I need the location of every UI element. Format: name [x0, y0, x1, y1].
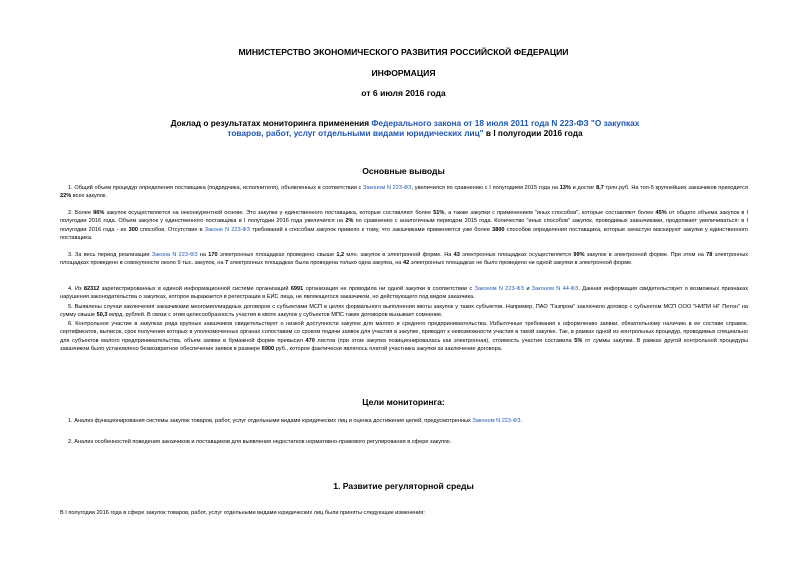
text: листов (при этом закупка позиционировалась как электронная), стоимость участия составила [314, 337, 575, 344]
goal-1 [60, 417, 748, 425]
conclusion-4 [60, 285, 748, 302]
value: 22% [60, 193, 72, 200]
text: 6. Контрольное участие в закупках ряда крупных заказчиков свидетельствует о низкой доступности закупок для малого и среднего предпринимательства. Избыточные требования к оформлению заявки, обязательному наличию в ее составе справок, сертификатов, выписок, срок получения которых в уполномоченных органах сопоставим со сроком подачи заявок для участия в закупке, приводят к невозможности участия в такой закупке. Так, в рамках одной из контрольных процедур, проводимых специально для субъектов малого предпринимательства, объем заявки в бумажной форме превысил [60, 321, 748, 344]
value: 6900 [261, 346, 275, 353]
text: 4. Из [68, 286, 84, 292]
goals-heading: Цели мониторинга: [362, 397, 445, 407]
text: трлн.руб. На топ-5 крупнейших заказчиков приходится [603, 185, 748, 191]
text: способов определения поставщика, которые зачастую маскируют закупки у единственного поставщика. [60, 226, 749, 242]
value: 3800 [492, 226, 505, 233]
text: и достиг [570, 185, 597, 191]
text: организация не проводила ни одной закупки в соответствии с [303, 286, 475, 292]
value: 99% [573, 252, 585, 258]
text: 1. Анализ функционирования системы закупок товаров, работ, услуг отдельными видами юридических лиц и оценка достижения целей, предусмотренных [68, 418, 473, 424]
text: от общего объема закупок в I полугодии 2016 года. Объем закупок у единственного поставщика в I полугодии 2016 года увеличился на [60, 210, 748, 225]
text: зарегистрированных в единой информационной системе организаций [99, 286, 291, 292]
law-link[interactable]: Законом N 223-ФЗ [474, 286, 525, 292]
value: 300 [128, 226, 138, 233]
value: 50,3 [96, 312, 108, 319]
doc-type-heading: ИНФОРМАЦИЯ [371, 68, 436, 78]
text: 1. Общий объем процедур определения поставщика (подрядчика, исполнителя), объявленных в соответствии с [68, 185, 364, 191]
text: 2. Более [68, 210, 94, 216]
value: 8,7 [596, 185, 604, 191]
law-link[interactable]: Законом N 223-ФЗ [363, 185, 412, 191]
conclusion-2 [60, 209, 748, 243]
text: электронных площадках была проведена только одна закупка, на [228, 260, 403, 267]
text: млрд. рублей. В связи с этим целесообразность участия в квоте закупок у субъектов МПС таких договоров вызывает сомнение. [107, 312, 443, 319]
ministry-heading: МИНИСТЕРСТВО ЭКОНОМИЧЕСКОГО РАЗВИТИЯ РОССИЙСКОЙ ФЕДЕРАЦИИ [238, 47, 569, 57]
law-link[interactable]: Законом N 223-ФЗ [472, 418, 521, 424]
text: требований к способам закупок привело к тому, что заказчиками применяется уже более [250, 226, 493, 233]
value: 1,2 [336, 252, 345, 258]
text: на [197, 252, 209, 258]
law-223-link[interactable]: Федерального закона от 18 июля 2011 года N 223-ФЗ "О закупках товаров, работ, услуг отдельными видами юридических лиц" [227, 118, 640, 138]
text: электронных площадках проведено в совокупности около 9 тыс. закупок, на [60, 252, 749, 267]
conclusion-1 [60, 184, 748, 201]
law-link[interactable]: Законе N 223-ФЗ [204, 226, 251, 233]
text: млн. закупок в электронной форме. На [344, 252, 454, 258]
value: 5% [574, 337, 583, 344]
value: 96% [93, 210, 105, 216]
law-link[interactable]: Закона N 223-ФЗ [151, 252, 198, 258]
text: электронных площадках осуществляется [459, 252, 574, 258]
title-suffix: в I полугодии 2016 года [483, 128, 583, 138]
value: 78 [706, 252, 713, 258]
conclusion-5 [60, 303, 748, 320]
text: 3. За весь период реализации [68, 252, 152, 258]
regulatory-heading: 1. Развитие регуляторной среды [333, 481, 474, 491]
title-prefix: Доклад о результатах мониторинга применения [170, 118, 372, 128]
value: 45% [655, 210, 667, 216]
text: руб., которое фактически являлось платой участника закупки за заключение договора. [274, 346, 503, 353]
value: 82312 [83, 286, 100, 292]
value: 2% [345, 218, 354, 225]
doc-date: от 6 июля 2016 года [361, 88, 446, 98]
text: 5. Выявлены случаи заключения заказчиками многомиллиардных договоров с субъектами МСП в целях формального выполнения квоты закупок у таких субъектов. Например, ПАО "Газпром" заключило договор с субъектом МСП ООО "НИПИ НГ Петон" на сумму свыше [60, 304, 748, 319]
value: 42 [402, 260, 410, 267]
text: , а также закупки с применением "иных способов", которые составляют более [444, 210, 656, 216]
value: 43 [453, 252, 460, 258]
text: закупок в электронной форме. При этом на [584, 252, 707, 258]
value: 13% [559, 185, 571, 191]
text: . [520, 418, 523, 424]
text: закупок осуществляется на неконкурентной основе. Это закупки у единственного поставщика, которые составляют более [104, 210, 434, 216]
text: . Данная информация свидетельствует о возможных признаках нарушения законодательства о закупках, которое выражается в регистрации в ЕИС лица, не являющегося заказчиком, но действующего под видом заказчика. [60, 286, 749, 301]
conclusion-3 [60, 251, 748, 268]
report-title [160, 118, 650, 138]
text: , увеличился по сравнению с I полугодием 2015 года на [411, 185, 560, 191]
text: электронных площадках не было проведено ни одной закупки в электронной форме. [409, 260, 633, 267]
text: по сравнению с аналогичным периодом 2015 года. Количество "иных способов" закупок, проводимых заказчиками, продолжает увеличиваться: в I полугодии 2016 года - их [60, 218, 748, 233]
text: способов. Отсутствие в [137, 226, 205, 233]
text: и [524, 286, 532, 292]
value: 6991 [290, 286, 304, 292]
conclusion-6 [60, 320, 748, 354]
text: всех закупок. [71, 193, 107, 200]
value: 170 [208, 252, 218, 258]
goal-2: 2. Анализ особенностей поведения заказчиков и поставщиков для выявления недостатков нормативно-правового регулирования в сфере закупок. [68, 439, 452, 445]
value: 51% [433, 210, 445, 216]
regulatory-intro: В I полугодии 2016 года в сфере закупок товаров, работ, услуг отдельными видами юридических лиц были приняты следующие изменения: [60, 510, 425, 516]
conclusions-heading: Основные выводы [362, 166, 445, 176]
law-44-link[interactable]: Законом N 44-ФЗ [531, 286, 579, 292]
value: 470 [305, 337, 315, 344]
value: 7 [225, 260, 229, 267]
text: электронных площадках проведено свыше [217, 252, 337, 258]
text: от суммы закупки. В рамках другой контрольной процедуры заказчиком было установлено безвозвратное обеспечение заявок в размере [60, 337, 748, 353]
